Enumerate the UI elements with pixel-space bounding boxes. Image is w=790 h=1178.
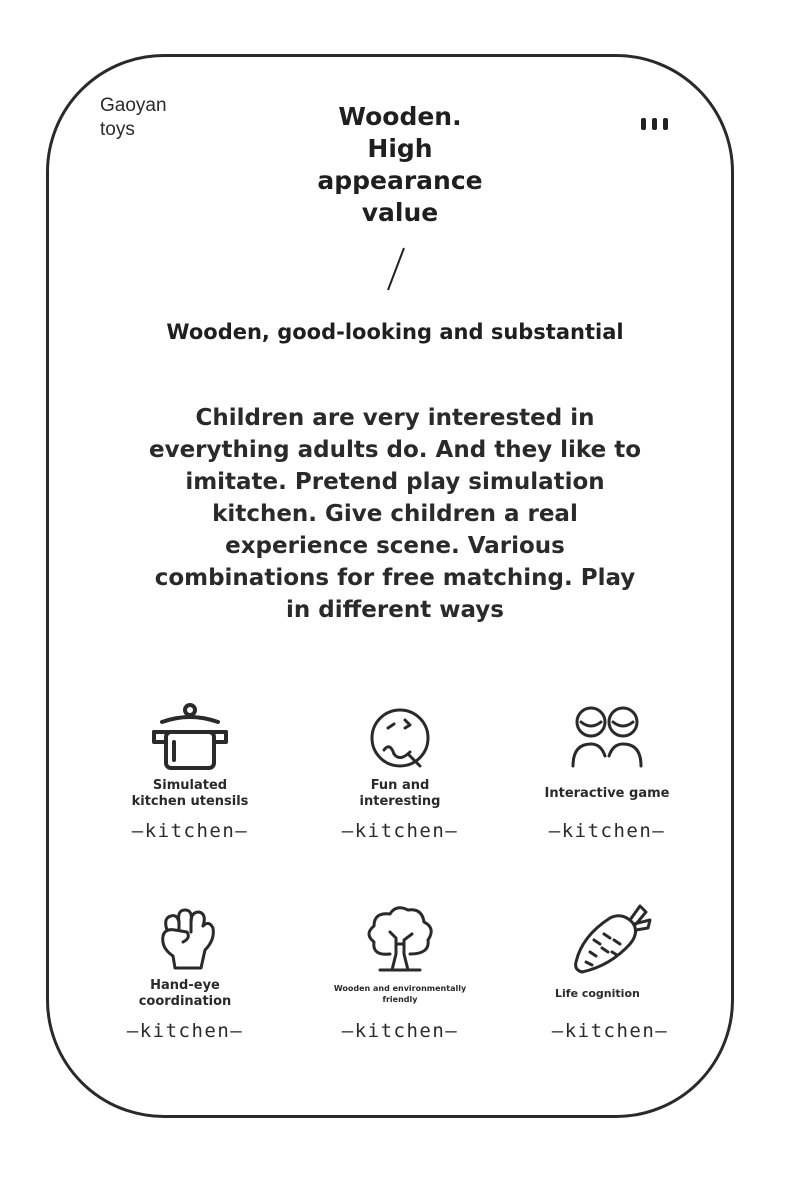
carrot-icon <box>560 900 660 976</box>
brand-line-1: Gaoyan <box>100 95 167 116</box>
fist-icon <box>135 900 235 976</box>
feature-label: Fun and interesting <box>359 778 441 809</box>
feature-sub: –kitchen– <box>126 1020 244 1042</box>
subtitle: Wooden, good-looking and substantial <box>166 320 624 344</box>
feature-sub: –kitchen– <box>551 1020 669 1042</box>
page-title <box>300 101 500 229</box>
slash-divider <box>380 246 410 292</box>
feature-simulated-utensils <box>90 700 290 842</box>
pot-icon <box>140 700 240 776</box>
description: Children are very interested in everything adults do. And they like to imitate. Pretend play simulation kitchen. Give children a real experience scene. Various combinations for free matching. Play in different ways <box>148 405 642 623</box>
feature-sub: –kitchen– <box>131 820 249 842</box>
feature-label: Life cognition <box>555 987 640 1000</box>
feature-label: Interactive game <box>544 786 670 801</box>
feature-label: Wooden and environmentally friendly <box>333 984 467 1004</box>
feature-wooden-friendly <box>300 900 500 1042</box>
feature-interactive <box>507 700 707 842</box>
feature-sub: –kitchen– <box>341 1020 459 1042</box>
tree-icon <box>350 900 450 976</box>
title-line: High <box>367 134 433 163</box>
feature-label: Simulated kitchen utensils <box>131 778 249 809</box>
feature-label: Hand-eye coordination <box>138 978 232 1009</box>
feature-fun <box>300 700 500 842</box>
title-line: value <box>361 198 439 227</box>
brand-name <box>100 94 220 142</box>
feature-sub: –kitchen– <box>341 820 459 842</box>
menu-dots-icon[interactable] <box>640 117 670 131</box>
two-people-icon <box>557 700 657 776</box>
smile-face-icon <box>350 700 450 776</box>
feature-hand-eye <box>85 900 285 1042</box>
title-line: Wooden. <box>338 102 462 131</box>
title-line: appearance <box>317 166 483 195</box>
feature-life-cognition <box>510 900 710 1042</box>
feature-sub: –kitchen– <box>548 820 666 842</box>
brand-line-2: toys <box>100 119 135 140</box>
